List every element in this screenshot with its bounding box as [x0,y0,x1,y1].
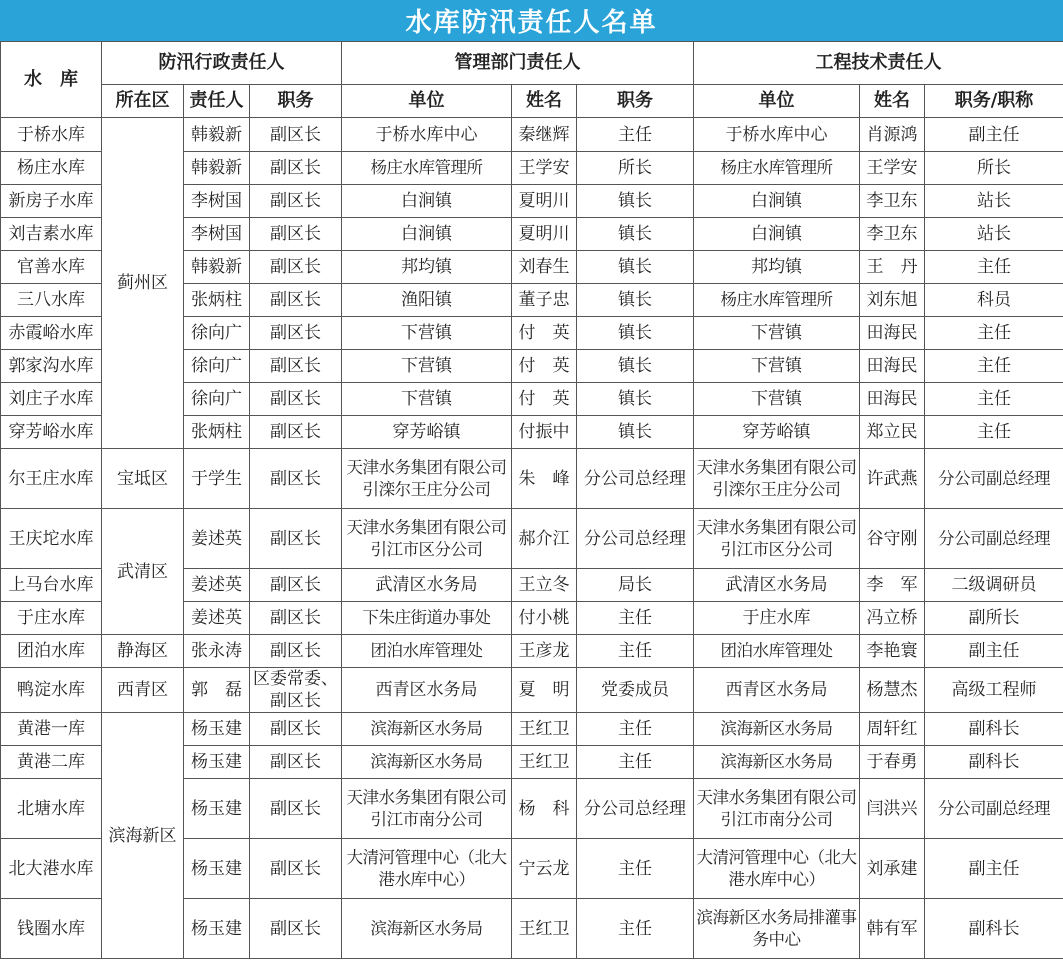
mgmt-position: 镇长 [577,218,694,251]
mgmt-unit: 下营镇 [342,350,512,383]
tech-name: 冯立桥 [860,602,925,635]
admin-position: 副区长 [250,602,342,635]
table-row [1,668,1063,713]
tech-unit: 滨海新区水务局 [694,713,860,746]
district-cell: 武清区 [102,509,184,635]
header-row-columns [1,85,1063,118]
reservoir-name: 鸭淀水库 [1,668,102,713]
mgmt-position: 局长 [577,569,694,602]
mgmt-position: 主任 [577,635,694,668]
mgmt-position: 党委成员 [577,668,694,713]
tech-unit: 于桥水库中心 [694,118,860,152]
mgmt-name: 秦继辉 [512,118,577,152]
mgmt-unit: 天津水务集团有限公司引滦尔王庄分公司 [342,449,512,509]
admin-position: 副区长 [250,350,342,383]
mgmt-name: 王红卫 [512,713,577,746]
tech-name: 李卫东 [860,218,925,251]
reservoir-name: 黄港二库 [1,746,102,779]
tech-name: 郑立民 [860,416,925,449]
mgmt-unit: 天津水务集团有限公司引江市南分公司 [342,779,512,839]
admin-position: 副区长 [250,185,342,218]
reservoir-name: 穿芳峪水库 [1,416,102,449]
tech-unit: 邦均镇 [694,251,860,284]
tech-unit: 天津水务集团有限公司引滦尔王庄分公司 [694,449,860,509]
tech-name: 周轩红 [860,713,925,746]
tech-name: 田海民 [860,383,925,416]
tech-unit: 杨庄水库管理所 [694,152,860,185]
admin-name: 徐向广 [184,383,250,416]
reservoir-name: 团泊水库 [1,635,102,668]
admin-name: 姜述英 [184,509,250,569]
admin-name: 杨玉建 [184,779,250,839]
admin-name: 韩毅新 [184,251,250,284]
admin-name: 张炳柱 [184,284,250,317]
header-group-tech: 工程技术责任人 [694,42,1063,85]
reservoir-name: 刘庄子水库 [1,383,102,416]
tech-name: 李 军 [860,569,925,602]
tech-title: 站长 [925,185,1063,218]
tech-name: 于春勇 [860,746,925,779]
tech-title: 科员 [925,284,1063,317]
tech-name: 田海民 [860,350,925,383]
table-row [1,449,1063,509]
mgmt-name: 付 英 [512,317,577,350]
reservoir-name: 新房子水库 [1,185,102,218]
admin-position: 副区长 [250,118,342,152]
mgmt-position: 镇长 [577,251,694,284]
admin-name: 徐向广 [184,350,250,383]
header-reservoir: 水 库 [1,42,102,118]
tech-title: 副主任 [925,839,1063,899]
admin-position: 副区长 [250,449,342,509]
header-tech-title: 职务/职称 [925,85,1063,118]
reservoir-name: 赤霞峪水库 [1,317,102,350]
tech-name: 杨慧杰 [860,668,925,713]
admin-name: 杨玉建 [184,839,250,899]
district-cell: 静海区 [102,635,184,668]
tech-title: 主任 [925,383,1063,416]
mgmt-name: 付小桃 [512,602,577,635]
tech-title: 分公司副总经理 [925,779,1063,839]
tech-name: 谷守刚 [860,509,925,569]
tech-title: 所长 [925,152,1063,185]
tech-unit: 穿芳峪镇 [694,416,860,449]
page-title: 水库防汛责任人名单 [0,0,1063,41]
district-cell: 宝坻区 [102,449,184,509]
mgmt-unit: 于桥水库中心 [342,118,512,152]
tech-unit: 杨庄水库管理所 [694,284,860,317]
admin-position: 副区长 [250,509,342,569]
tech-title: 副科长 [925,713,1063,746]
district-cell: 蓟州区 [102,118,184,449]
tech-name: 刘承建 [860,839,925,899]
responsibility-table [0,41,1063,959]
tech-name: 田海民 [860,317,925,350]
mgmt-name: 付 英 [512,383,577,416]
header-group-admin: 防汛行政责任人 [102,42,342,85]
mgmt-position: 主任 [577,118,694,152]
admin-position: 副区长 [250,779,342,839]
admin-position: 副区长 [250,713,342,746]
mgmt-position: 镇长 [577,284,694,317]
tech-name: 闫洪兴 [860,779,925,839]
mgmt-unit: 下营镇 [342,317,512,350]
district-cell: 西青区 [102,668,184,713]
tech-title: 主任 [925,350,1063,383]
header-admin-position: 职务 [250,85,342,118]
mgmt-name: 王彦龙 [512,635,577,668]
admin-position: 副区长 [250,839,342,899]
mgmt-unit: 杨庄水库管理所 [342,152,512,185]
reservoir-name: 于桥水库 [1,118,102,152]
mgmt-unit: 滨海新区水务局 [342,746,512,779]
reservoir-name: 三八水库 [1,284,102,317]
admin-position: 副区长 [250,746,342,779]
mgmt-position: 镇长 [577,383,694,416]
tech-title: 副主任 [925,635,1063,668]
header-mgmt-unit: 单位 [342,85,512,118]
tech-title: 分公司副总经理 [925,509,1063,569]
admin-position: 副区长 [250,251,342,284]
tech-name: 李卫东 [860,185,925,218]
mgmt-name: 朱 峰 [512,449,577,509]
mgmt-position: 镇长 [577,185,694,218]
admin-name: 杨玉建 [184,713,250,746]
tech-name: 肖源鸿 [860,118,925,152]
mgmt-name: 付振中 [512,416,577,449]
admin-name: 姜述英 [184,602,250,635]
tech-title: 主任 [925,317,1063,350]
mgmt-position: 主任 [577,839,694,899]
admin-position: 副区长 [250,899,342,959]
tech-title: 站长 [925,218,1063,251]
admin-position: 副区长 [250,383,342,416]
mgmt-position: 分公司总经理 [577,509,694,569]
mgmt-unit: 西青区水务局 [342,668,512,713]
admin-name: 韩毅新 [184,118,250,152]
mgmt-name: 王红卫 [512,899,577,959]
mgmt-name: 夏明川 [512,185,577,218]
mgmt-position: 镇长 [577,350,694,383]
tech-unit: 天津水务集团有限公司引江市南分公司 [694,779,860,839]
admin-name: 姜述英 [184,569,250,602]
tech-unit: 滨海新区水务局 [694,746,860,779]
header-tech-name: 姓名 [860,85,925,118]
header-group-mgmt: 管理部门责任人 [342,42,694,85]
tech-name: 韩有军 [860,899,925,959]
tech-name: 王学安 [860,152,925,185]
admin-name: 杨玉建 [184,899,250,959]
admin-name: 郭 磊 [184,668,250,713]
mgmt-name: 郝介江 [512,509,577,569]
table-row [1,509,1063,569]
table-row [1,635,1063,668]
mgmt-unit: 渔阳镇 [342,284,512,317]
mgmt-unit: 大清河管理中心（北大港水库中心） [342,839,512,899]
reservoir-name: 官善水库 [1,251,102,284]
header-tech-unit: 单位 [694,85,860,118]
reservoir-name: 于庄水库 [1,602,102,635]
mgmt-name: 夏 明 [512,668,577,713]
admin-name: 张永涛 [184,635,250,668]
mgmt-unit: 滨海新区水务局 [342,713,512,746]
admin-position: 副区长 [250,218,342,251]
admin-name: 韩毅新 [184,152,250,185]
mgmt-position: 主任 [577,713,694,746]
mgmt-unit: 滨海新区水务局 [342,899,512,959]
admin-position: 副区长 [250,416,342,449]
tech-name: 刘东旭 [860,284,925,317]
header-district: 所在区 [102,85,184,118]
tech-name: 王 丹 [860,251,925,284]
tech-unit: 团泊水库管理处 [694,635,860,668]
tech-title: 分公司副总经理 [925,449,1063,509]
tech-unit: 下营镇 [694,317,860,350]
mgmt-position: 分公司总经理 [577,779,694,839]
reservoir-name: 郭家沟水库 [1,350,102,383]
header-admin-person: 责任人 [184,85,250,118]
reservoir-name: 上马台水库 [1,569,102,602]
mgmt-name: 杨 科 [512,779,577,839]
mgmt-position: 主任 [577,602,694,635]
mgmt-unit: 下营镇 [342,383,512,416]
tech-title: 副主任 [925,118,1063,152]
admin-name: 张炳柱 [184,416,250,449]
tech-unit: 白涧镇 [694,185,860,218]
district-cell: 滨海新区 [102,713,184,959]
reservoir-name: 刘吉素水库 [1,218,102,251]
tech-unit: 白涧镇 [694,218,860,251]
reservoir-name: 钱圈水库 [1,899,102,959]
mgmt-name: 付 英 [512,350,577,383]
tech-title: 副科长 [925,899,1063,959]
tech-unit: 下营镇 [694,350,860,383]
mgmt-position: 分公司总经理 [577,449,694,509]
mgmt-unit: 武清区水务局 [342,569,512,602]
header-mgmt-position: 职务 [577,85,694,118]
table-row [1,713,1063,746]
mgmt-unit: 天津水务集团有限公司引江市区分公司 [342,509,512,569]
admin-name: 于学生 [184,449,250,509]
admin-name: 李树国 [184,185,250,218]
mgmt-unit: 邦均镇 [342,251,512,284]
mgmt-name: 宁云龙 [512,839,577,899]
mgmt-name: 董子忠 [512,284,577,317]
tech-title: 副所长 [925,602,1063,635]
reservoir-name: 杨庄水库 [1,152,102,185]
mgmt-position: 主任 [577,899,694,959]
admin-position: 副区长 [250,152,342,185]
mgmt-position: 主任 [577,746,694,779]
tech-unit: 武清区水务局 [694,569,860,602]
mgmt-unit: 团泊水库管理处 [342,635,512,668]
mgmt-unit: 穿芳峪镇 [342,416,512,449]
table-row [1,118,1063,152]
mgmt-unit: 白涧镇 [342,218,512,251]
mgmt-name: 王红卫 [512,746,577,779]
reservoir-name: 王庆坨水库 [1,509,102,569]
admin-position: 副区长 [250,317,342,350]
reservoir-name: 黄港一库 [1,713,102,746]
mgmt-name: 王学安 [512,152,577,185]
mgmt-unit: 下朱庄街道办事处 [342,602,512,635]
tech-unit: 滨海新区水务局排灌事务中心 [694,899,860,959]
mgmt-position: 所长 [577,152,694,185]
mgmt-name: 刘春生 [512,251,577,284]
admin-position: 副区长 [250,635,342,668]
reservoir-name: 北塘水库 [1,779,102,839]
tech-name: 许武燕 [860,449,925,509]
mgmt-position: 镇长 [577,317,694,350]
tech-unit: 西青区水务局 [694,668,860,713]
tech-unit: 于庄水库 [694,602,860,635]
tech-unit: 天津水务集团有限公司引江市区分公司 [694,509,860,569]
admin-position: 副区长 [250,569,342,602]
tech-unit: 大清河管理中心（北大港水库中心） [694,839,860,899]
reservoir-name: 尔王庄水库 [1,449,102,509]
tech-title: 主任 [925,251,1063,284]
tech-title: 高级工程师 [925,668,1063,713]
tech-name: 李艳寰 [860,635,925,668]
tech-unit: 下营镇 [694,383,860,416]
admin-position: 区委常委、副区长 [250,668,342,713]
admin-name: 徐向广 [184,317,250,350]
mgmt-name: 王立冬 [512,569,577,602]
header-row-groups [1,42,1063,85]
tech-title: 二级调研员 [925,569,1063,602]
tech-title: 副科长 [925,746,1063,779]
header-mgmt-name: 姓名 [512,85,577,118]
reservoir-name: 北大港水库 [1,839,102,899]
mgmt-name: 夏明川 [512,218,577,251]
admin-position: 副区长 [250,284,342,317]
mgmt-position: 镇长 [577,416,694,449]
tech-title: 主任 [925,416,1063,449]
admin-name: 杨玉建 [184,746,250,779]
admin-name: 李树国 [184,218,250,251]
mgmt-unit: 白涧镇 [342,185,512,218]
